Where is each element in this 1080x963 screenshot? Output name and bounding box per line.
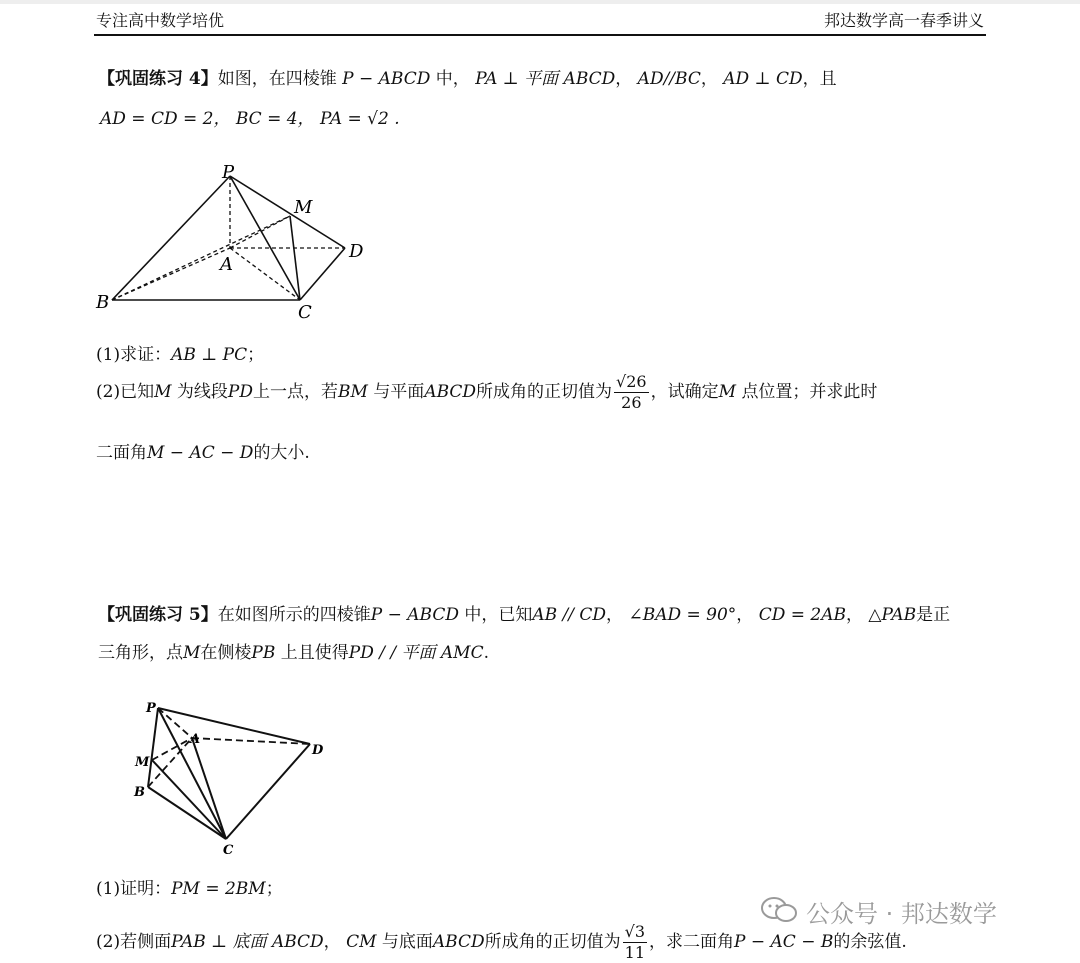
text: 二面角 [96, 443, 147, 463]
header-rule [94, 34, 986, 36]
problem4-tag: 【巩固练习 4】 [98, 69, 218, 89]
math: P − ABCD [370, 605, 459, 625]
problem4-question2-line1 [96, 372, 877, 413]
math: ABCD [432, 932, 485, 952]
label-P: P [146, 701, 156, 716]
text: ， [736, 605, 754, 625]
text: 是正 [916, 605, 951, 625]
edge-AM [230, 216, 290, 248]
problem4-figure [90, 160, 390, 325]
text: 中， [435, 69, 470, 89]
text: 中，已知 [464, 605, 533, 625]
text: 上一点，若 [253, 382, 338, 402]
text: ； [265, 879, 283, 899]
label-C: C [223, 843, 234, 858]
edge-PD [158, 708, 310, 744]
problem5-tag: 【巩固练习 5】 [98, 605, 218, 625]
label-A: A [220, 254, 233, 275]
text: 的余弦值. [833, 932, 907, 952]
numerator: √3 [624, 922, 646, 941]
text: ； [247, 345, 265, 365]
numerator: √26 [616, 372, 647, 391]
text: 与底面 [381, 932, 433, 952]
math: ∠BAD = 90° [628, 605, 737, 625]
math: PD [227, 382, 253, 402]
math: AB // CD [532, 605, 607, 625]
text: 所成角的正切值为 [476, 382, 613, 402]
denominator: 11 [624, 943, 645, 962]
watermark-text: 公众号 · 邦达数学 [806, 900, 997, 928]
problem4-statement-line1 [98, 64, 837, 89]
label-M: M [294, 197, 313, 218]
text: 上且使得 [280, 643, 349, 663]
edge-PB [148, 708, 158, 787]
text: 在侧棱 [200, 643, 252, 663]
math: PA ⊥ 平面 ABCD [475, 69, 616, 89]
top-border [0, 0, 1080, 4]
text: (1)求证： [96, 345, 172, 365]
text: 在如图所示的四棱锥 [217, 605, 371, 625]
math: △PAB [868, 605, 917, 625]
text: ， [606, 605, 624, 625]
math: PM = 2BM [171, 879, 266, 899]
text: . [483, 643, 490, 663]
header-left-title: 专注高中数学培优 [96, 11, 225, 30]
math: M − AC − D [147, 443, 254, 463]
fraction [614, 372, 649, 413]
header-right-title: 邦达数学高一春季讲义 [823, 11, 984, 30]
edge-AC [192, 738, 226, 839]
text: 如图，在四棱锥 [217, 69, 337, 89]
edge-CD [226, 744, 310, 839]
edge-CM [290, 216, 300, 300]
text: ， [323, 932, 341, 952]
edge-BM [112, 216, 290, 300]
math: BM [338, 382, 368, 402]
math: M [154, 382, 172, 402]
math: AD ⊥ CD [723, 69, 803, 89]
math: CM [346, 932, 377, 952]
edge-PD [230, 176, 345, 248]
label-D: D [349, 241, 364, 262]
edge-BC [148, 787, 226, 839]
denominator: 26 [621, 393, 642, 412]
text: 与平面 [373, 382, 425, 402]
text: ， [845, 605, 863, 625]
math: PAB ⊥ 底面 ABCD [171, 932, 324, 952]
label-B: B [134, 785, 145, 800]
label-B: B [96, 292, 110, 313]
text: (1)证明： [96, 879, 172, 899]
edge-CD [300, 248, 345, 300]
text: (2)已知 [96, 382, 155, 402]
label-P: P [222, 162, 235, 183]
math: P − AC − B [734, 932, 834, 952]
problem4-question1 [96, 340, 264, 365]
text: ， [700, 69, 718, 89]
text: ，试确定 [650, 382, 719, 402]
math: CD = 2AB [758, 605, 846, 625]
math: AD = CD = 2， BC = 4， PA = √2 . [100, 109, 400, 129]
math: P − ABCD [342, 69, 431, 89]
math: AD//BC [637, 69, 701, 89]
edge-AC [230, 248, 300, 300]
math: PD / / 平面 AMC [348, 643, 484, 663]
problem4-statement-line2 [100, 104, 400, 129]
problem5-question2 [96, 922, 907, 963]
edge-MC [152, 760, 226, 839]
problem5-statement-line1 [98, 600, 950, 625]
edge-PB [112, 176, 230, 300]
text: 为线段 [176, 382, 228, 402]
text: (2)若侧面 [96, 932, 172, 952]
problem5-figure [126, 694, 336, 860]
problem4-question2-line2 [96, 438, 310, 463]
edge-PC [230, 176, 300, 300]
edge-BA [112, 248, 230, 300]
label-A: A [190, 732, 201, 747]
text: 所成角的正切值为 [484, 932, 621, 952]
text: 点位置；并求此时 [741, 382, 878, 402]
label-D: D [312, 743, 324, 758]
label-M: M [135, 755, 150, 770]
fraction [623, 922, 647, 963]
label-C: C [298, 302, 312, 323]
text: 三角形，点 [98, 643, 183, 663]
text: 的大小. [253, 443, 310, 463]
wechat-icon [760, 896, 798, 924]
edge-MA [152, 738, 192, 760]
math: M [718, 382, 737, 402]
math: ABCD [424, 382, 477, 402]
problem5-question1 [96, 874, 283, 899]
math: M [183, 643, 201, 663]
problem5-statement-line2 [98, 638, 489, 663]
edge-PC [158, 708, 226, 839]
text: ， [615, 69, 633, 89]
text: ，且 [802, 69, 837, 89]
math: PB [251, 643, 276, 663]
math: AB ⊥ PC [171, 345, 248, 365]
text: ，求二面角 [649, 932, 735, 952]
